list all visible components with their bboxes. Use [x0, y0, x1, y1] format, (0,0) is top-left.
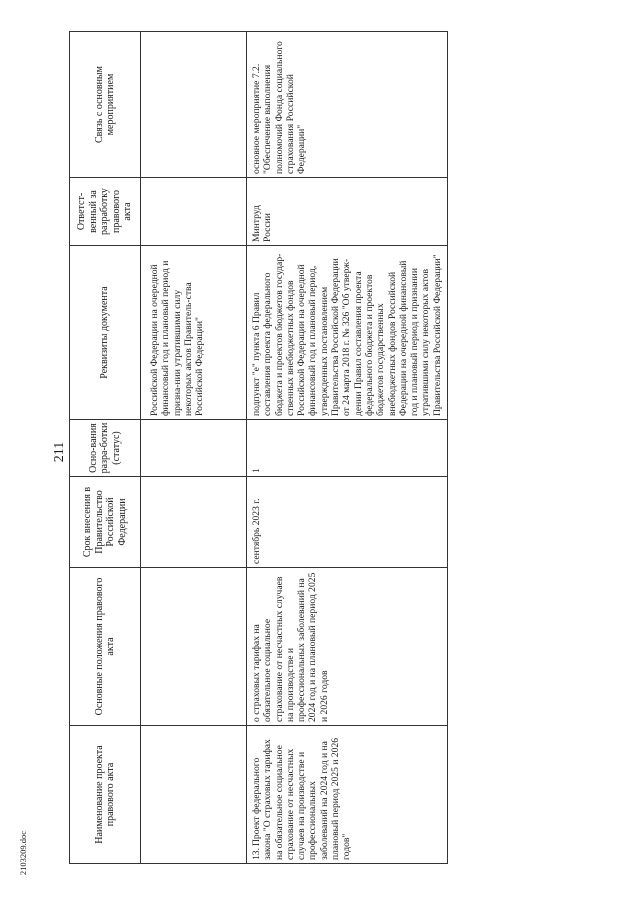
cell-basis: 1 [247, 420, 448, 477]
header-deadline: Срок внесения в Правительство Российской Федерации [70, 477, 141, 568]
cell-empty [141, 178, 247, 246]
cell-act-name [247, 726, 448, 864]
table-row-13 [247, 32, 448, 864]
plan-table [69, 31, 448, 864]
cell-link: основное мероприятие 7.2. "Обеспечение выполнения полномочий Фонда социального страхования Российской Федерации" [247, 32, 448, 178]
cell-empty [141, 32, 247, 178]
header-act-name: Наименование проекта правового акта [70, 726, 141, 864]
cell-responsible: Минтруд России [247, 178, 448, 246]
cell-empty [141, 568, 247, 726]
table-header-row [70, 32, 141, 864]
table-row-continuation [141, 32, 247, 864]
cell-requisites-continued: Российской Федерации на очередной финансовый год и плановый период и призна-нии утратившими силу некоторых актов Правитель-ства Российской Федерации" [141, 246, 247, 420]
cell-deadline: сентябрь 2023 г. [247, 477, 448, 568]
cell-provisions: о страховых тарифах на обязательное социальное страхование от несчастных случаев на производстве и профессиональных заболеваний на 2024 год и на плановый период 2025 и 2026 годов [247, 568, 448, 726]
cell-empty [141, 726, 247, 864]
header-link: Связь с основным мероприятием [70, 32, 141, 178]
plan-table-region [69, 32, 443, 864]
header-basis: Осно-вания разра-ботки (статус) [70, 420, 141, 477]
page-number: 211 [52, 441, 67, 463]
act-name-text: Проект федерального закона "О страховых тарифах на обязательное социальное страхование от несчастных случаев на производстве и профессиональных заболеваний на 2024 год и на плановый период 2025 и 2026 годов" [251, 737, 353, 860]
header-requisites: Реквизиты документа [70, 246, 141, 420]
header-provisions: Основные положения правового акта [70, 568, 141, 726]
row-number: 13. [251, 848, 262, 860]
cell-requisites: подпункт "е" пункта 6 Правил составления проекта федерального бюджета и проектов бюджетов государ-ственных внебюджетных фондов Российской Федерации на очередной финансовый год и плановый период, утвержденных постановлением Правительства Российской Федерации от 24 марта 2018 г. № 326 "Об утверж-дении Правил составления проекта федерального бюджета и проектов бюджетов государственных внебюджетных фондов Российской Федерации на очередной финансовый год и плановый период и признании утратившими силу некоторых актов Правительства Российской Федерации" [247, 246, 448, 420]
cell-empty [141, 477, 247, 568]
document-code: 2103209.doc [18, 830, 28, 876]
header-responsible: Ответст-венный за разработку правового акта [70, 178, 141, 246]
cell-empty [141, 420, 247, 477]
plan-table-rotated [69, 32, 443, 864]
